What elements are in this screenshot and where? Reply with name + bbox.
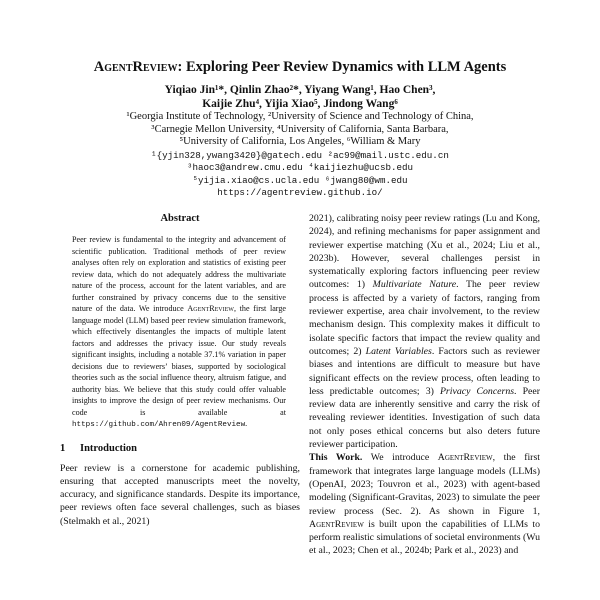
abstract-text: Peer review is fundamental to the integrity and advancement of scientific publication. Traditional methods of peer review analyses often rely on exploration and statistics of existing peer review data, which do not adequately address the multivariate nature of the process, account for the latent variables, and are further constrained by privacy concerns due to the sensitive nature of the data. We introduce — [72, 235, 286, 313]
this-work-label: This Work. — [309, 452, 363, 464]
body-text: . Factors such as reviewer biases and intentions are difficult to measure but have significant effects on the review process, often leading to less predictable outcomes; 3) — [309, 345, 540, 397]
email-line: ¹{yjin328,ywang3420}@gatech.edu ²ac99@mail.ustc.edu.cn — [151, 150, 449, 161]
framework-name: AgentReview — [437, 452, 493, 464]
author-list — [0, 84, 600, 111]
affiliation-line: ¹Georgia Institute of Technology, ²University of Science and Technology of China, — [126, 111, 474, 122]
body-text: , the first framework that integrates large language models (LLMs) (OpenAI, 2023; Touvron et al., 2023) with agent-based modeling (Significant-Gravitas, 2023) to simulate the peer review process (Sec. 2). As shown in Figure 1, — [309, 452, 540, 517]
abstract-body — [72, 234, 286, 432]
paper-title — [0, 58, 600, 76]
this-work-paragraph — [309, 451, 540, 557]
email-line: ³haoc3@andrew.cmu.edu ⁴kaijiezhu@ucsb.edu — [186, 162, 414, 174]
abstract-heading: Abstract — [160, 213, 200, 224]
title-rest: : Exploring Peer Review Dynamics with LLM Agents — [177, 59, 507, 75]
body-text: . Peer review data are inherently sensitive and carry the risk of revealing reviewer identities. Investigation of such data not only poses ethical concerns but also deters future reviewer participation. — [309, 385, 540, 451]
email-list — [0, 150, 600, 200]
abstract-text: , the first large language model (LLM) based peer review simulation framework, which effectively disentangles the impacts of multiple latent factors and addresses the privacy issue. Our study reveals significant insights, including a notable 37.1% variation in paper decisions due to reviewers’ biases, supported by sociological theories such as the social influence theory, altruism fatigue, and authority bias. We believe that this study could offer valuable insights to improve the design of peer review mechanisms. Our code is available at — [72, 304, 286, 417]
body-text: . The peer review process is affected by a variety of factors, ranging from reviewer expertise, area chair involvement, to the review mechanism design. This complexity makes it difficult to isolate specific factors that impact the review quality and outcomes; 2) — [309, 279, 540, 357]
intro-paragraph: Peer review is a cornerstone for academic publishing, ensuring that accepted manuscripts meet the novelty, accuracy, and significance standards. Despite its importance, peer reviews often face several challenges, such as biases (Stelmakh et al., 2021) — [60, 462, 300, 527]
affiliation-line: ⁵University of California, Los Angeles, ⁶William & Mary — [179, 136, 421, 148]
body-text: is built upon the capabilities of LLMs to perform realistic simulations of societal environments (Wu et al., 2023; Chen et al., 2024b; Park et al., 2023) and — [309, 518, 540, 557]
code-link[interactable]: https://github.com/Ahren09/AgentReview — [72, 421, 246, 429]
intro-continued — [309, 212, 540, 451]
challenge-term: Multivariate Nature — [372, 279, 457, 291]
left-column — [60, 212, 300, 528]
abstract-text: . — [245, 419, 248, 428]
author-line: Kaijie Zhu⁴, Yijia Xiao⁵, Jindong Wang⁶ — [202, 97, 398, 110]
right-column — [309, 212, 540, 558]
section-number: 1 — [60, 442, 66, 454]
affiliation-list — [0, 111, 600, 149]
section-title: Introduction — [80, 442, 137, 454]
framework-name: AgentReview — [93, 59, 178, 75]
framework-name: AgentReview — [309, 518, 364, 530]
affiliation-line: ³Carnegie Mellon University, ⁴University of California, Santa Barbara, — [151, 123, 449, 135]
framework-name: AgentReview — [187, 304, 234, 313]
project-url[interactable]: https://agentreview.github.io/ — [217, 187, 383, 199]
body-text: We introduce — [362, 452, 438, 464]
body-text: 2021), calibrating noisy peer review ratings (Lu and Kong, 2024), and refining mechanisms for paper assignment and reviewer expertise matching (Xu et al., 2024; Liu et al., 2023b). However, several challenges persist in systematically exploring factors influencing peer review outcomes: 1) — [309, 213, 540, 291]
section-heading — [60, 442, 300, 456]
email-line: ⁵yijia.xiao@cs.ucla.edu ⁶jwang80@wm.edu — [192, 174, 408, 186]
author-line: Yiqiao Jin¹*, Qinlin Zhao²*, Yiyang Wang¹, Hao Chen³, — [164, 84, 436, 96]
challenge-term: Latent Variables — [365, 345, 432, 357]
challenge-term: Privacy Concerns — [439, 385, 515, 397]
